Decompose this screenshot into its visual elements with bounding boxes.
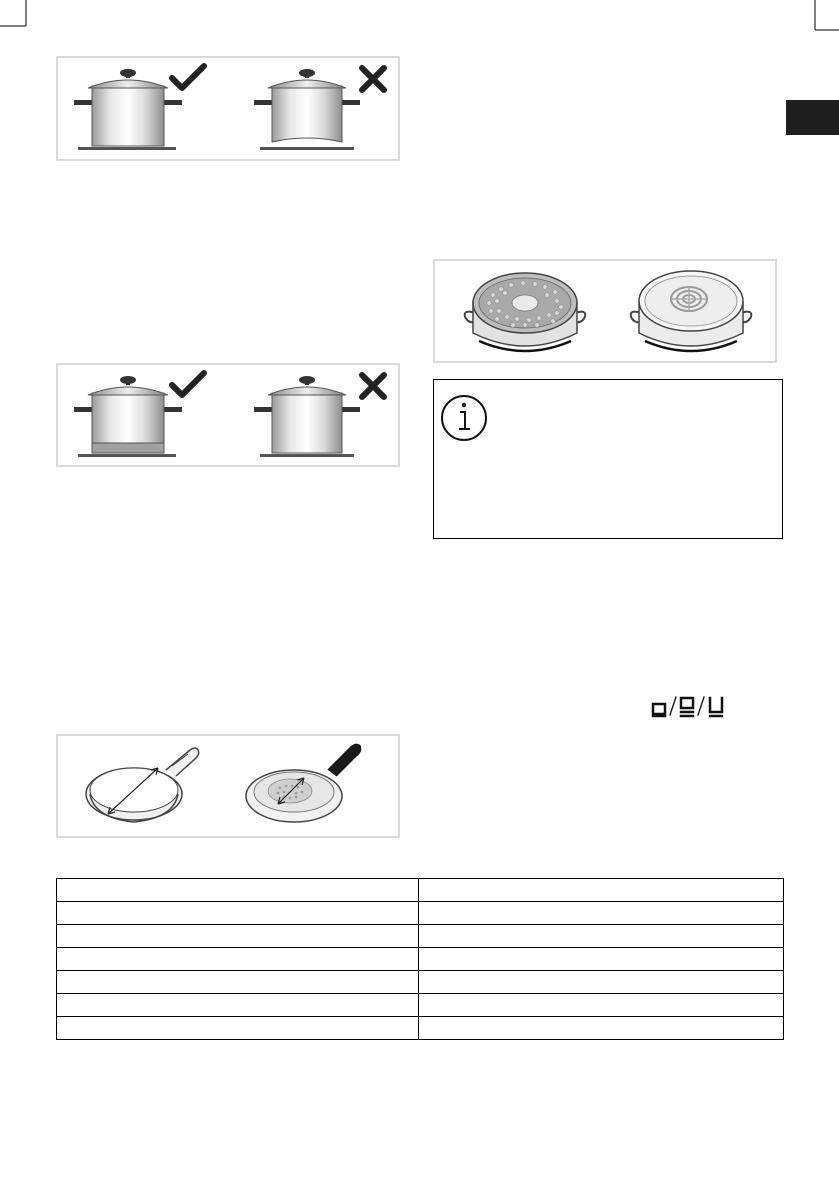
- crop-mark-top-right: [760, 0, 839, 30]
- table-row: [57, 971, 784, 994]
- table-cell: [57, 994, 419, 1017]
- pot-base-size-figure: [56, 363, 400, 467]
- info-icon: [439, 393, 489, 443]
- table-cell: [57, 925, 419, 948]
- table-row: [57, 994, 784, 1017]
- pot-icon: [254, 69, 360, 150]
- cross-icon: [362, 375, 384, 397]
- table-cell: [419, 879, 784, 902]
- pot-base-types-figure: [433, 259, 777, 363]
- table-cell: [419, 994, 784, 1017]
- pan-diameter-figure: [56, 734, 400, 838]
- pot-icon: [74, 376, 182, 457]
- table-cell: [57, 902, 419, 925]
- cookware-table: [56, 878, 784, 1040]
- pan-detection-display-icon: [650, 694, 728, 718]
- pot-flat-base-figure: [56, 56, 400, 161]
- table-cell: [419, 971, 784, 994]
- info-note-box: [433, 379, 783, 539]
- crop-mark-top-left: [0, 0, 40, 26]
- spiral-base-pot-icon: [631, 271, 752, 351]
- table-row: [57, 948, 784, 971]
- table-row: [57, 902, 784, 925]
- frying-pan-icon: [86, 748, 199, 822]
- table-cell: [57, 1017, 419, 1040]
- frying-pan-icon: [246, 744, 361, 822]
- table-cell: [419, 902, 784, 925]
- cross-icon: [362, 68, 384, 90]
- pot-icon: [74, 69, 182, 150]
- table-cell: [419, 948, 784, 971]
- table-row: [57, 925, 784, 948]
- table-cell: [57, 948, 419, 971]
- table-cell: [57, 879, 419, 902]
- pot-icon: [254, 376, 360, 457]
- table-cell: [57, 971, 419, 994]
- check-icon: [172, 66, 204, 88]
- table-row: [57, 879, 784, 902]
- language-side-tab: [786, 100, 839, 135]
- table-cell: [419, 925, 784, 948]
- perforated-base-pot-icon: [465, 273, 586, 351]
- table-cell: [419, 1017, 784, 1040]
- check-icon: [172, 373, 204, 395]
- table-row: [57, 1017, 784, 1040]
